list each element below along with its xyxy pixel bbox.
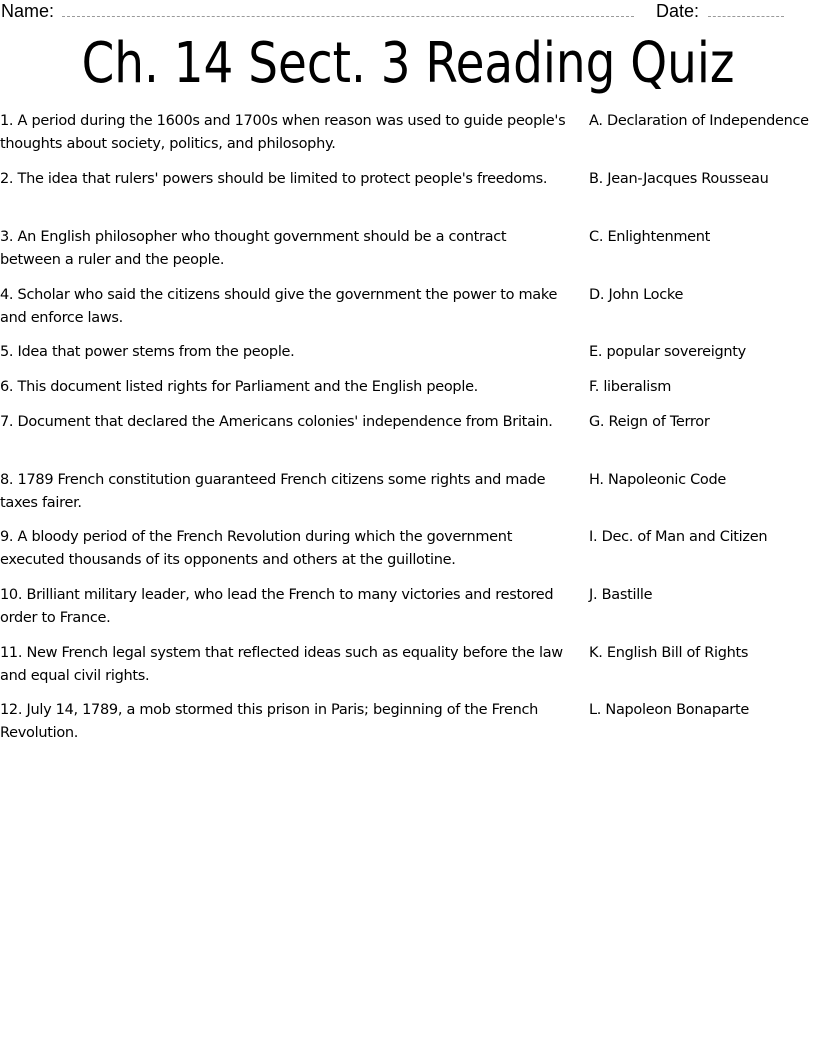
answer-c: C. Enlightenment (589, 229, 711, 245)
name-date-header (0, 0, 816, 24)
answer-j: J. Bastille (589, 587, 653, 603)
question-8: 8. 1789 French constitution guaranteed French citizens some rights and made taxes fairer. (0, 472, 546, 511)
question-6: 6. This document listed rights for Parliament and the English people. (0, 379, 478, 395)
answer-l: L. Napoleon Bonaparte (589, 702, 749, 718)
question-4: 4. Scholar who said the citizens should give the government the power to make and enforce laws. (0, 287, 558, 326)
answer-k: K. English Bill of Rights (589, 645, 749, 661)
page-title: Ch. 14 Sect. 3 Reading Quiz (81, 31, 735, 96)
question-10: 10. Brilliant military leader, who lead the French to many victories and restored order to France. (0, 587, 554, 626)
answer-h: H. Napoleonic Code (589, 472, 727, 488)
question-3: 3. An English philosopher who thought government should be a contract between a ruler and the people. (0, 229, 507, 268)
name-field[interactable] (62, 16, 634, 17)
date-label: Date: (656, 1, 700, 21)
answer-b: B. Jean-Jacques Rousseau (589, 171, 769, 187)
answer-g: G. Reign of Terror (589, 414, 710, 430)
answer-a: A. Declaration of Independence (589, 113, 809, 129)
question-11: 11. New French legal system that reflected ideas such as equality before the law and equal civil rights. (0, 645, 563, 684)
answer-d: D. John Locke (589, 287, 684, 303)
answer-i: I. Dec. of Man and Citizen (589, 529, 768, 545)
question-2: 2. The idea that rulers' powers should be limited to protect people's freedoms. (0, 171, 548, 187)
answer-e: E. popular sovereignty (589, 344, 746, 360)
question-9: 9. A bloody period of the French Revolution during which the government executed thousands of its opponents and others at the guillotine. (0, 529, 513, 568)
answer-f: F. liberalism (589, 379, 672, 395)
question-5: 5. Idea that power stems from the people. (0, 344, 295, 360)
question-12: 12. July 14, 1789, a mob stormed this prison in Paris; beginning of the French Revolution. (0, 702, 539, 741)
name-label: Name: (1, 1, 55, 21)
question-1: 1. A period during the 1600s and 1700s when reason was used to guide people's thoughts about society, politics, and philosophy. (0, 113, 566, 152)
date-field[interactable] (708, 16, 784, 17)
question-7: 7. Document that declared the Americans colonies' independence from Britain. (0, 414, 553, 430)
